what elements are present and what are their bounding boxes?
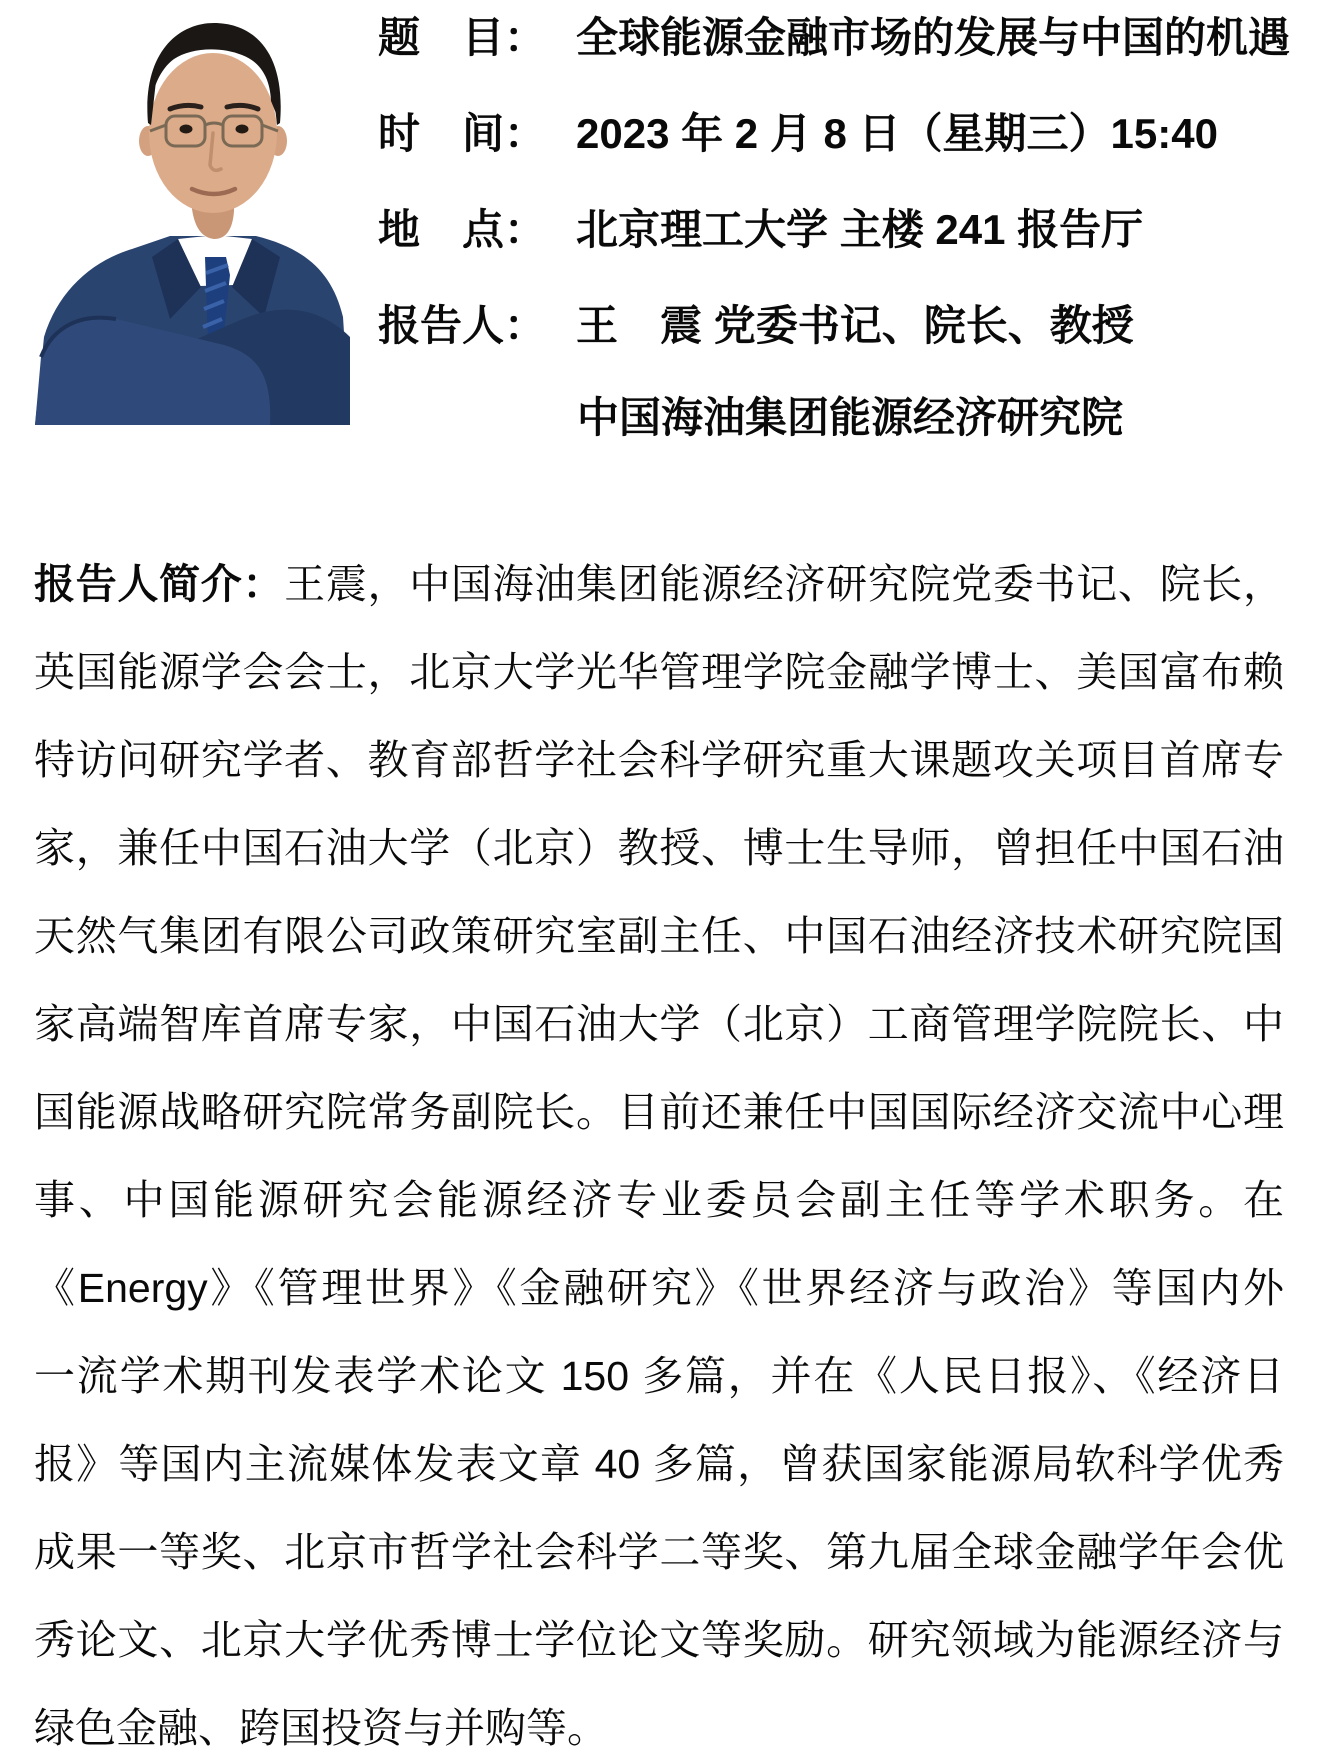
time-colon: ： xyxy=(504,110,547,157)
bio-line: 报》等国内主流媒体发表文章 40 多篇，曾获国家能源局软科学优秀 xyxy=(34,1441,1284,1487)
bio-line xyxy=(34,540,1284,628)
bio-line: 家，兼任中国石油大学（北京）教授、博士生导师，曾担任中国石油 xyxy=(34,825,1284,871)
speaker-colon: ： xyxy=(504,302,547,349)
speaker-photo xyxy=(20,5,350,425)
header-row-title xyxy=(378,12,1290,64)
venue-label: 地 点 xyxy=(378,206,505,253)
bio-intro-label: 报告人简介： xyxy=(34,561,285,607)
affiliation-value: 中国海油集团能源经济研究院 xyxy=(577,394,1124,441)
bio-line: 绿色金融、跨国投资与并购等。 xyxy=(34,1705,608,1751)
bio-line: 成果一等奖、北京市哲学社会科学二等奖、第九届全球金融学年会优 xyxy=(34,1529,1284,1575)
title-label: 题 目 xyxy=(378,14,505,61)
bio-line: 家高端智库首席专家，中国石油大学（北京）工商管理学院院长、中 xyxy=(34,1001,1284,1047)
bio-line: 事、中国能源研究会能源经济专业委员会副主任等学术职务。在 xyxy=(34,1177,1284,1223)
title-colon: ： xyxy=(504,14,547,61)
time-label: 时 间 xyxy=(378,110,505,157)
bio-line: 特访问研究学者、教育部哲学社会科学研究重大课题攻关项目首席专 xyxy=(34,737,1284,783)
bio-line: 一流学术期刊发表学术论文 150 多篇，并在《人民日报》、《经济日 xyxy=(34,1353,1284,1399)
bio-line: 国能源战略研究院常务副院长。目前还兼任中国国际经济交流中心理 xyxy=(34,1089,1284,1135)
bio-line: 英国能源学会会士，北京大学光华管理学院金融学博士、美国富布赖 xyxy=(34,649,1284,695)
title-value: 全球能源金融市场的发展与中国的机遇 xyxy=(576,14,1291,61)
time-value: 2023 年 2 月 8 日（星期三）15:40 xyxy=(576,110,1218,157)
bio-line-text: 王震，中国海油集团能源经济研究院党委书记、院长， xyxy=(284,561,1284,607)
bio-line: 《Energy》《管理世界》《金融研究》《世界经济与政治》等国内外 xyxy=(34,1265,1284,1311)
venue-colon: ： xyxy=(504,206,547,253)
bio-line: 天然气集团有限公司政策研究室副主任、中国石油经济技术研究院国 xyxy=(34,913,1284,959)
header-row-time xyxy=(378,108,1218,160)
venue-value: 北京理工大学 主楼 241 报告厅 xyxy=(576,206,1144,253)
bio-paragraph xyxy=(34,540,1284,1758)
speaker-label: 报告人 xyxy=(378,302,505,349)
header-row-speaker xyxy=(378,300,1134,352)
header-row-affiliation xyxy=(577,392,1123,444)
speaker-photo-graphic xyxy=(20,5,350,425)
bio-line: 秀论文、北京大学优秀博士学位论文等奖励。研究领域为能源经济与 xyxy=(34,1617,1284,1663)
header-row-venue xyxy=(378,204,1143,256)
speaker-value: 王 震 党委书记、院长、教授 xyxy=(576,302,1134,349)
